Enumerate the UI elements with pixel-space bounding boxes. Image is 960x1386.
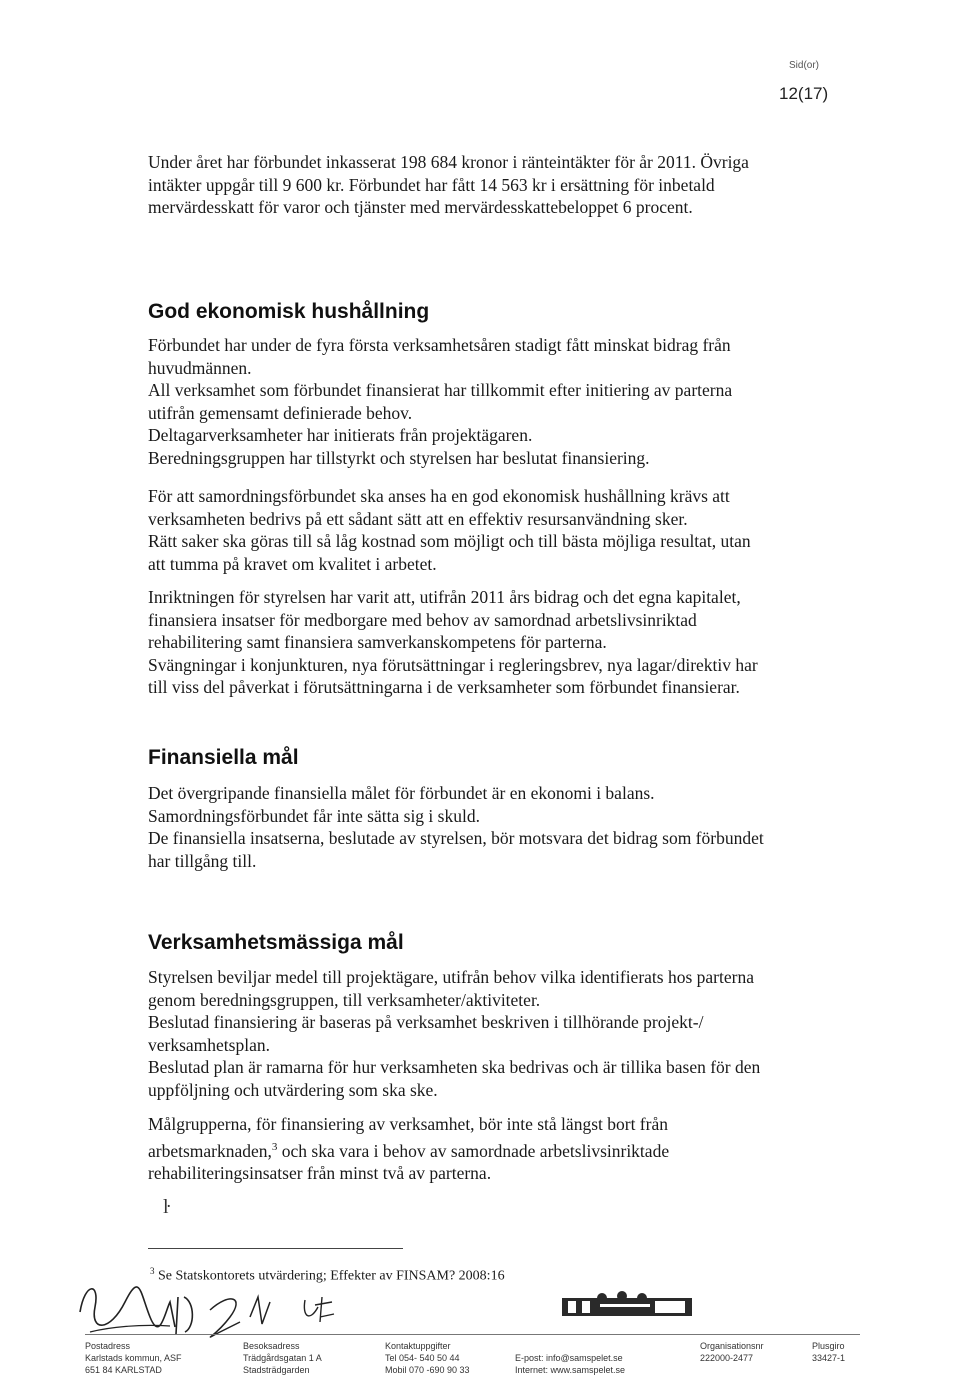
text-line: genom beredningsgruppen, till verksamheter/aktiviteter. bbox=[148, 989, 541, 1010]
text-fragment: och ska vara i behov av samordnade arbetslivsinriktade bbox=[277, 1140, 670, 1161]
section-heading: Verksamhetsmässiga mål bbox=[148, 931, 404, 954]
footer-value: Mobil 070 -690 90 33 bbox=[385, 1365, 470, 1375]
text-fragment: arbetsmarknaden, bbox=[148, 1140, 272, 1161]
text-line: Beredningsgruppen har tillstyrkt och styrelsen har beslutat finansiering. bbox=[148, 447, 650, 468]
footnote-divider bbox=[148, 1248, 403, 1249]
footer-web bbox=[515, 1352, 625, 1376]
footer-label: Organisationsnr bbox=[700, 1341, 764, 1351]
text-line: uppföljning och utvärdering som ska ske. bbox=[148, 1079, 438, 1100]
text-line: All verksamhet som förbundet finansierat har tillkommit efter initiering av parterna bbox=[148, 380, 733, 400]
footer-value: Karlstads kommun, ASF bbox=[85, 1353, 182, 1363]
footer-plusgiro bbox=[812, 1340, 845, 1364]
page-number: 12(17) bbox=[779, 84, 829, 103]
footer-divider bbox=[85, 1334, 860, 1335]
section-verksamhetsmassiga-mal bbox=[148, 931, 848, 955]
handwritten-initial: ŀ bbox=[163, 1196, 170, 1218]
text-line: utifrån gemensamt definierade behov. bbox=[148, 402, 413, 423]
text-line: verksamheten bedrivs på ett sådant sätt att en effektiv resursanvändning sker. bbox=[148, 508, 688, 529]
text-line: huvudmännen. bbox=[148, 357, 252, 378]
text-line: finansiera insatser för medborgare med behov av samordnad arbetslivsinriktad bbox=[148, 609, 697, 630]
footer-value: Tel 054- 540 50 44 bbox=[385, 1353, 460, 1363]
footer-value: Trädgårdsgatan 1 A bbox=[243, 1353, 322, 1363]
footer-label: Plusgiro bbox=[812, 1341, 845, 1351]
text-line: Svängningar i konjunkturen, nya förutsättningar i regleringsbrev, nya lagar/direktiv har bbox=[148, 654, 758, 675]
section-finansiella-mal bbox=[148, 746, 848, 770]
finansiella-paragraph bbox=[148, 782, 848, 872]
footnote-text: Se Statskontorets utvärdering; Effekter av FINSAM? 2008:16 bbox=[154, 1268, 505, 1284]
text-line: har tillgång till. bbox=[148, 850, 257, 871]
text-line: Rätt saker ska göras till så låg kostnad som möjligt och till bästa möjliga resultat, utan bbox=[148, 531, 751, 551]
text-line: Inriktningen för styrelsen har varit att, utifrån 2011 års bidrag och det egna kapitalet, bbox=[148, 587, 741, 607]
text-line: mervärdesskatt för varor och tjänster med mervärdesskattebeloppet 6 procent. bbox=[148, 197, 693, 217]
section-god-ekonomisk bbox=[148, 300, 848, 324]
samspelet-logo-icon bbox=[560, 1290, 695, 1320]
footer-email: E-post: info@samspelet.se bbox=[515, 1353, 623, 1363]
section-heading: God ekonomisk hushållning bbox=[148, 300, 430, 323]
page-mark: Sid(or) bbox=[789, 60, 820, 71]
footer-label: Besoksadress bbox=[243, 1341, 300, 1351]
text-line bbox=[148, 1136, 848, 1162]
footer-value: Stadsträdgarden bbox=[243, 1365, 310, 1375]
text-line: till viss del påverkat i förutsättningarna i de verksamheter som förbundet finansierar. bbox=[148, 677, 740, 697]
footer-kontakt bbox=[385, 1340, 470, 1376]
text-line: Det övergripande finansiella målet för förbundet är en ekonomi i balans. bbox=[148, 783, 655, 803]
verksamhet-paragraph-2 bbox=[148, 1113, 848, 1184]
section-heading: Finansiella mål bbox=[148, 746, 299, 769]
text-line: Samordningsförbundet får inte sätta sig i skuld. bbox=[148, 805, 480, 826]
text-line: att tumma på kravet om kvalitet i arbetet. bbox=[148, 553, 437, 574]
text-line: Målgrupperna, för finansiering av verksamhet, bör inte stå längst bort från bbox=[148, 1114, 668, 1134]
footer-value: 33427-1 bbox=[812, 1353, 846, 1363]
footnote-number: 3 bbox=[150, 1266, 155, 1276]
text-line: rehabiliteringsinsatser från minst två av parterna. bbox=[148, 1162, 492, 1183]
text-line: rehabilitering samt finansiera samverkanskompetens för parterna. bbox=[148, 632, 607, 652]
text-line: intäkter uppgår till 9 600 kr. Förbundet har fått 14 563 kr i ersättning för inbetald bbox=[148, 174, 715, 195]
text-line: Förbundet har under de fyra första verksamhetsåren stadigt fått minskat bidrag från bbox=[148, 335, 731, 355]
footer-value: 651 84 KARLSTAD bbox=[85, 1365, 162, 1375]
text-line: Under året har förbundet inkasserat 198 684 kronor i ränteintäkter för år 2011. Övriga bbox=[148, 152, 749, 172]
footer-besoksadress bbox=[243, 1340, 322, 1376]
text-line: Beslutad finansiering är baseras på verksamhet beskriven i tillhörande projekt-/ bbox=[148, 1012, 704, 1032]
footer-internet: Internet: www.samspelet.se bbox=[515, 1365, 626, 1375]
text-line: För att samordningsförbundet ska anses ha en god ekonomisk hushållning krävs att bbox=[148, 486, 730, 506]
god-ekonomisk-paragraph-2 bbox=[148, 485, 848, 575]
footer-organisationsnr bbox=[700, 1340, 764, 1364]
footer-label: Kontaktuppgifter bbox=[385, 1341, 451, 1351]
footer-postadress bbox=[85, 1340, 182, 1376]
god-ekonomisk-paragraph-3 bbox=[148, 586, 848, 699]
footer-label: Postadress bbox=[85, 1341, 131, 1351]
text-line: De finansiella insatserna, beslutade av styrelsen, bör motsvara det bidrag som förbundet bbox=[148, 828, 764, 848]
verksamhet-paragraph-1 bbox=[148, 966, 848, 1101]
god-ekonomisk-paragraph-1 bbox=[148, 334, 848, 469]
text-line: Styrelsen beviljar medel till projektägare, utifrån behov vilka identifierats hos parterna bbox=[148, 967, 754, 987]
text-line: Deltagarverksamheter har initierats från projektägaren. bbox=[148, 425, 533, 445]
intro-paragraph bbox=[148, 151, 848, 219]
footnote-reference: 3 bbox=[271, 1140, 278, 1153]
footer-value: 222000-2477 bbox=[700, 1353, 754, 1363]
text-line: verksamhetsplan. bbox=[148, 1034, 270, 1055]
text-line: Beslutad plan är ramarna för hur verksamheten ska bedrivas och är tillika basen för den bbox=[148, 1057, 761, 1077]
